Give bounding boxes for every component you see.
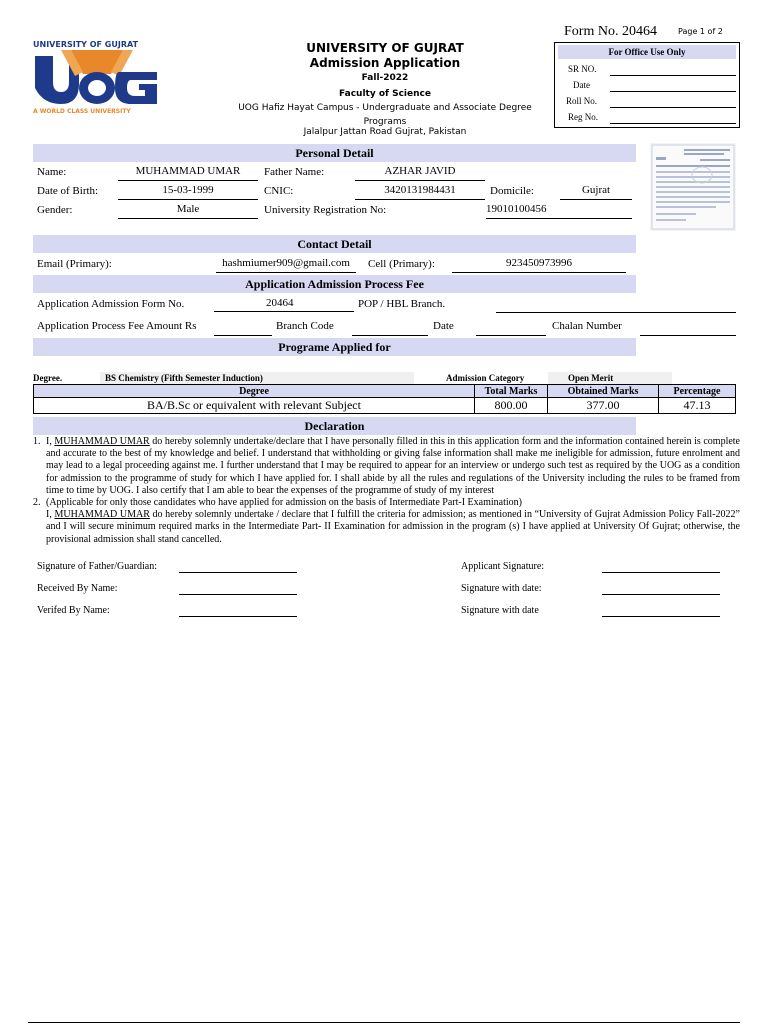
fee-amount-label: Application Process Fee Amount Rs xyxy=(37,320,197,332)
declaration-header: Declaration xyxy=(33,417,636,435)
declaration-2-prefix: I, xyxy=(46,509,55,521)
branch-code-label: Branch Code xyxy=(276,320,334,332)
name-label: Name: xyxy=(37,166,67,178)
applicant-signature-label: Applicant Signature: xyxy=(461,561,545,572)
office-roll-label: Roll No. xyxy=(566,96,598,106)
marks-header-total: Total Marks xyxy=(475,385,548,398)
cell-value: 923450973996 xyxy=(452,257,626,273)
footer-divider xyxy=(28,1022,740,1023)
form-number: Form No. 20464 xyxy=(564,24,657,39)
declaration-2-text: do hereby solemnly undertake / declare that I fulfill the criteria for admission; as mentioned in “University of Gujrat Admission Policy Fall-2022” and I will secure minimum required marks in the Intermediate Part- II Examination for admission in the program (s) I have applied at University Of Gujrat; otherwise, the provisional admission shall stand cancelled. xyxy=(46,509,740,545)
father-signature-line xyxy=(179,571,297,573)
logo-emblem-icon xyxy=(31,50,161,108)
declaration-paragraph-2 xyxy=(33,497,740,546)
marks-header-degree: Degree xyxy=(34,385,475,398)
fee-form-no-value: 20464 xyxy=(214,297,354,312)
signature-with-date-label: Signature with date: xyxy=(461,583,542,594)
email-value: hashmiumer909@gmail.com xyxy=(216,257,356,273)
chalan-label: Chalan Number xyxy=(552,320,622,332)
marks-header-percentage: Percentage xyxy=(659,385,736,398)
address: Jalalpur Jattan Road Gujrat, Pakistan xyxy=(303,127,467,137)
office-roll-line xyxy=(610,106,736,108)
gender-label: Gender: xyxy=(37,204,73,216)
branch-label: POP / HBL Branch. xyxy=(358,298,446,310)
marks-header-obtained: Obtained Marks xyxy=(548,385,659,398)
office-date-line xyxy=(610,90,736,92)
marks-obtained-cell: 377.00 xyxy=(548,398,659,414)
marks-percentage-cell: 47.13 xyxy=(659,398,736,414)
fee-date-label: Date xyxy=(433,320,454,332)
dob-label: Date of Birth: xyxy=(37,185,99,197)
cell-label: Cell (Primary): xyxy=(368,258,435,270)
attached-document-thumbnail xyxy=(650,143,736,231)
cnic-label: CNIC: xyxy=(264,185,294,197)
admission-category-value: Open Merit xyxy=(548,372,672,384)
branch-line xyxy=(496,297,736,313)
declaration-1-prefix: I, xyxy=(46,436,55,447)
gender-value: Male xyxy=(118,203,258,219)
domicile-value: Gujrat xyxy=(560,184,632,200)
office-sr-label: SR NO. xyxy=(568,64,597,74)
registration-label: University Registration No: xyxy=(264,204,387,216)
declaration-2-note: (Applicable for only those candidates who have applied for admission on the basis of Intermediate Part-I Examination) xyxy=(46,497,522,508)
verified-by-label: Verifed By Name: xyxy=(37,605,110,616)
university-name: UNIVERSITY OF GUJRAT xyxy=(306,41,464,55)
session: Fall-2022 xyxy=(361,73,409,83)
received-by-label: Received By Name: xyxy=(37,583,118,594)
received-by-line xyxy=(179,593,297,595)
declaration-number-1: 1. xyxy=(33,436,41,447)
faculty: Faculty of Science xyxy=(339,89,431,99)
fee-form-no-label: Application Admission Form No. xyxy=(37,298,185,310)
verified-by-line xyxy=(179,615,297,617)
signature-with-date-line xyxy=(602,593,720,595)
marks-total-cell: 800.00 xyxy=(475,398,548,414)
name-value: MUHAMMAD UMAR xyxy=(118,165,258,181)
table-row xyxy=(34,398,736,414)
declaration-1-text: do hereby solemnly undertake/declare that I have personally filled in this in this application form and the information contained herein is complete and accurate to the best of my knowledge and belief. I understand that withholding or giving false information shall make me ineligible for admission, future enrolment and may lead to a legal proceeding against me. I further understand that I may be required to appear for an interview or undergo such test as required by the UOG as a condition for admission to the programme of study for which I have applied for. I shall abide by all the rules and regulations of the University including the rules to be framed from time to time by UOG. I also certify that I am able to bear the expenses of the programme of study of my interest xyxy=(46,436,740,496)
declaration-1-name: MUHAMMAD UMAR xyxy=(54,436,150,447)
campus: UOG Hafiz Hayat Campus - Undergraduate and Associate Degree Programs xyxy=(238,103,532,127)
admission-category-label: Admission Category xyxy=(446,373,525,383)
domicile-label: Domicile: xyxy=(490,185,534,197)
logo-top-text: UNIVERSITY OF GUJRAT xyxy=(33,40,139,49)
degree-value: BS Chemistry (Fifth Semester Induction) xyxy=(100,372,414,384)
office-reg-label: Reg No. xyxy=(568,112,598,122)
declaration-paragraph-1 xyxy=(33,436,740,497)
office-sr-line xyxy=(610,74,736,76)
father-signature-label: Signature of Father/Guardian: xyxy=(37,561,157,572)
email-label: Email (Primary): xyxy=(37,258,112,270)
contact-detail-header: Contact Detail xyxy=(33,235,636,253)
chalan-line xyxy=(640,320,736,336)
fee-amount-line xyxy=(214,320,272,336)
programme-header: Programe Applied for xyxy=(33,338,636,356)
applicant-signature-line xyxy=(602,571,720,573)
signature-with-date-2-line xyxy=(602,615,720,617)
marks-degree-cell: BA/B.Sc or equivalent with relevant Subject xyxy=(34,398,475,414)
father-name-value: AZHAR JAVID xyxy=(355,165,485,181)
father-name-label: Father Name: xyxy=(264,166,325,178)
form-title: Admission Application xyxy=(309,56,461,70)
fee-header: Application Admission Process Fee xyxy=(33,275,636,293)
signature-with-date-2-label: Signature with date xyxy=(461,605,539,616)
page-indicator: Page 1 of 2 xyxy=(678,27,723,36)
university-logo xyxy=(31,40,161,118)
branch-code-line xyxy=(352,320,428,336)
office-reg-line xyxy=(610,122,736,124)
marks-table xyxy=(33,384,736,414)
declaration-2-name: MUHAMMAD UMAR xyxy=(54,509,150,521)
logo-tagline: A WORLD CLASS UNIVERSITY xyxy=(33,108,131,115)
office-date-label: Date xyxy=(573,80,590,90)
fee-date-line xyxy=(476,320,546,336)
personal-detail-header: Personal Detail xyxy=(33,144,636,162)
declaration-number-2: 2. xyxy=(33,497,41,508)
degree-label: Degree. xyxy=(33,373,63,383)
registration-value: 19010100456 xyxy=(486,203,632,219)
office-use-title: For Office Use Only xyxy=(558,45,736,59)
dob-value: 15-03-1999 xyxy=(118,184,258,200)
cnic-value: 3420131984431 xyxy=(355,184,485,200)
